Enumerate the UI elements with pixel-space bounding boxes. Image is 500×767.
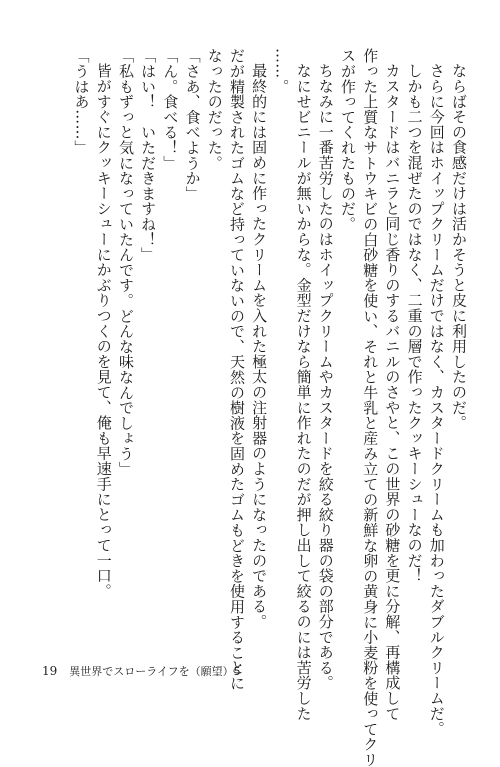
text-line: しかも二つを混ぜたのではなく、二重の層で作ったクッキーシューなのだ！ xyxy=(405,63,424,584)
text-line: スが作ってくれたものだ。 xyxy=(338,48,357,232)
page-number: 19 xyxy=(42,664,58,678)
text-line: カスタードはバニラと同じ香りのするバニルのさやと、この世界の砂糖を更に分解、再構成して xyxy=(383,63,402,721)
text-line: 「はい！ いただきますね！」 xyxy=(139,48,158,263)
text-line: 「私もずっと気になっていたんです。どんな味なんでしょう」 xyxy=(116,48,135,477)
text-line: だが精製されたゴムなど持っていないので、天然の樹液を固めたゴムもどきを使用することに xyxy=(227,48,246,691)
text-line: ちなみに一番苦労したのはホイップクリームやカスタードを絞る絞り器の袋の部分である。 xyxy=(316,63,335,691)
text-line: 皆がすぐにクッキーシューにかぶりつくのを見て、俺も早速手にとって一口。 xyxy=(94,63,113,599)
text-line: なったのだった。 xyxy=(205,48,224,171)
text-line: 最終的には固めに作ったクリームを入れた極太の注射器のようになったのである。 xyxy=(250,63,269,630)
book-title: 異世界でスローライフを（願望）5 xyxy=(69,665,241,678)
text-line: 「さあ、食べようか」 xyxy=(183,48,202,201)
text-line: 「ん。食べる！」 xyxy=(161,48,180,171)
text-line: 「うはあ……」 xyxy=(72,48,91,156)
text-line: 作った上質なサトウキビの白砂糖を使い、それと牛乳と産み立ての新鮮な卵の黄身に小麦粉を使ってクリ xyxy=(361,48,380,767)
text-line: ならばその食感だけは活かそうと皮に利用したのだ。 xyxy=(450,63,468,431)
text-line: なにせビニールが無いからな。金型だけなら簡単に作れたのだが押し出して絞るのには苦労した xyxy=(294,63,313,721)
text-line: ……。 xyxy=(272,48,291,94)
page-footer xyxy=(42,663,241,679)
text-line: さらに今回はホイップクリームだけではなく、カスタードクリームも加わったダブルクリームだ。 xyxy=(427,63,446,737)
